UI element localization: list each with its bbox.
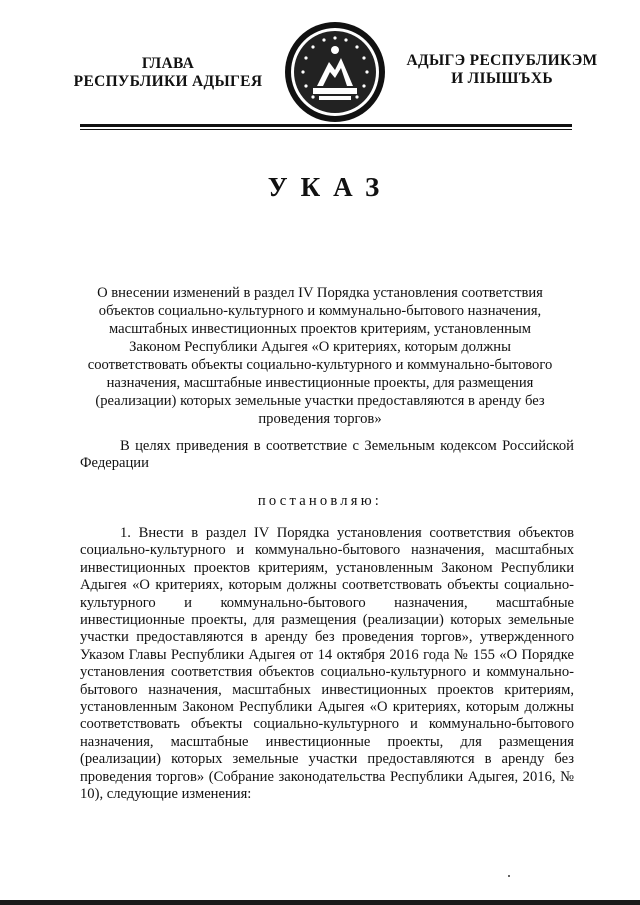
header-left-line1: ГЛАВА [141, 55, 195, 72]
scan-speck [508, 875, 510, 877]
header-right-line1: АДЫГЭ РЕСПУБЛИКЭМ [406, 52, 598, 69]
header-left [62, 55, 274, 91]
intro-paragraph: В целях приведения в соответствие с Земельным кодексом Российской Федерации [80, 438, 574, 472]
decree-word: постановляю: [257, 493, 383, 509]
scan-bottom-edge [0, 900, 640, 905]
header-right-line2: И ЛІЫШЪХЬ [451, 70, 553, 87]
header-thin-rule [80, 129, 572, 130]
adygea-coat-of-arms-icon [283, 20, 387, 124]
header-left-line2: РЕСПУБЛИКИ АДЫГЕЯ [73, 73, 263, 90]
document-title: УКАЗ [267, 172, 393, 202]
paragraph-1: 1. Внести в раздел IV Порядка установления соответствия объектов социально-культурного и коммунально-бытового назначения, масштабных инвестиционных проектов критериям, установленным Законом Республики Адыгея «О критериях, которым должны соответствовать объекты социально-культурного и коммунально-бытового назначения, масштабные инвестиционные проекты, для размещения (реализации) которых земельные участки предоставляются в аренду без проведения торгов», утвержденного Указом Главы Республики Адыгея от 14 октября 2016 года № 155 «О Порядке установления соответствия объектов социально-культурного и коммунально-бытового назначения, масштабных инвестиционных проектов критериям, установленным Законом Республики Адыгея «О критериях, которым должны соответствовать объекты социально-культурного и коммунально-бытового назначения, масштабные инвестиционные проекты, для размещения (реализации) которых земельные участки предоставляются в аренду без проведения торгов» (Собрание законодательства Республики Адыгея, 2016, № 10), следующие изменения: [80, 525, 574, 803]
header-right [402, 52, 602, 88]
header-thick-rule [80, 124, 572, 127]
document-subject: О внесении изменений в раздел IV Порядка установления соответствия объектов социально-культурного и коммунально-бытового назначения, масштабных инвестиционных проектов критериям, установленным Законом Республики Адыгея «О критериях, которым должны соответствовать объекты социально-культурного и коммунально-бытового назначения, масштабные инвестиционные проекты, для размещения (реализации) которых земельные участки предоставляются в аренду без проведения торгов» [87, 285, 553, 427]
